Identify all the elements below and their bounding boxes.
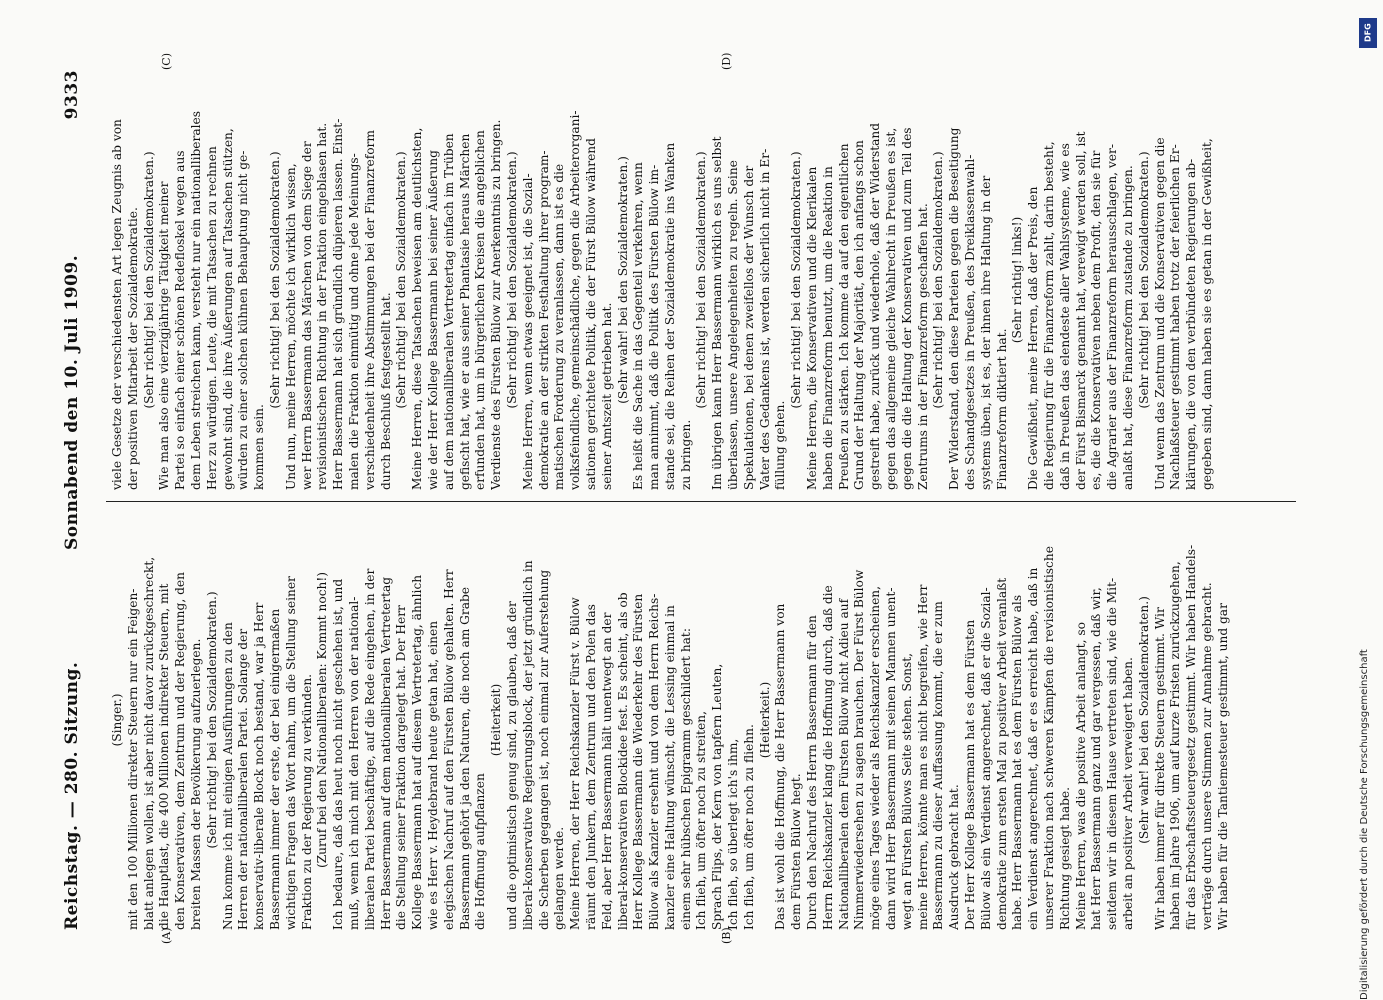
left-text-column xyxy=(110,510,1310,930)
text-line: anlaßt hat, diese Finanzreform zustande zu bringen. xyxy=(1121,165,1135,490)
text-line: kommen sein. xyxy=(252,404,267,490)
header-session: Reichstag. — 280. Sitzung. xyxy=(62,661,82,930)
text-line: man annimmt, daß die Politik des Fürsten Bülow im- xyxy=(647,164,662,490)
margin-mark-b: (B) xyxy=(720,927,733,944)
text-line: erfunden hat, um in bürgerlichen Kreisen die angeblichen xyxy=(473,130,488,490)
text-line: habe. Herr Bassermann hat es dem Fürsten Bülow als xyxy=(1010,594,1025,930)
text-line: (Sehr richtig! bei den Sozialdemokraten.) xyxy=(267,151,282,409)
text-line: (Zuruf bei den Nationalliberalen: Kommt noch!) xyxy=(315,571,330,869)
text-line: Zentrums in der Finanzreform geschaffen hat. xyxy=(915,203,930,490)
text-line: Grund der Haltung der Majorität, den ich anfangs schon xyxy=(852,140,867,490)
text-line: der positiven Mitarbeit der Sozialdemokratie. xyxy=(125,207,140,490)
text-line: (Sehr richtig! bei den Sozialdemokraten.) xyxy=(1136,151,1151,409)
text-line: die Regierung für die Finanzreform zahlt, darin besteht, xyxy=(1042,141,1057,490)
text-line: (Heiterkeit.) xyxy=(757,681,772,759)
text-line: dann wird Herr Bassermann mit seinen Mannen unent- xyxy=(884,587,899,930)
text-line: möge eines Tages wieder als Reichskanzler erscheinen, xyxy=(868,585,883,930)
text-line: elegischen Nachruf auf den Fürsten Bülow gehalten. Herr xyxy=(441,569,456,930)
text-line: konservativ-liberale Block noch bestand, war ja Herr xyxy=(252,602,267,930)
text-line: arbeit an positiver Arbeit verweigert haben. xyxy=(1121,657,1135,930)
text-line: Finanzreform diktiert hat. xyxy=(994,328,1009,490)
text-line: würden zu einer solchen kühnen Behauptung nicht ge- xyxy=(236,150,251,490)
text-line: liberal-konservativen Blockidee fest. Es scheint, als ob xyxy=(615,592,630,930)
text-line: Herrn Reichskanzler klang die Hoffnung durch, daß die xyxy=(820,585,835,930)
text-line: systems üben, ist es, der ihnen ihre Haltung in der xyxy=(978,175,993,490)
text-line: Nimmerwiedersehen zu sagen brauchen. Der Fürst Bülow xyxy=(852,569,867,930)
margin-mark-a: (A) xyxy=(160,927,173,944)
text-line: auf dem nationalliberalen Vertretertag einfach im Trüben xyxy=(441,133,456,490)
text-line: seiner Amtszeit getrieben hat. xyxy=(599,302,614,490)
text-line: Richtung gesiegt habe. xyxy=(1057,787,1072,930)
text-line: (Sehr richtig! bei den Sozialdemokraten.) xyxy=(204,591,219,849)
text-line: (Sehr wahr! bei den Sozialdemokraten.) xyxy=(1136,596,1151,844)
text-line: Spekulationen, bei denen zweifellos der Wunsch der xyxy=(741,165,756,490)
text-line: unserer Fraktion nach schweren Kämpfen die revisionistische xyxy=(1042,546,1057,930)
text-line: Verdienste des Fürsten Bülow zur Anerkenntnis zu bringen. xyxy=(489,119,504,490)
text-line: Meine Herren, die Konservativen und die Klerikalen xyxy=(805,166,820,490)
text-line: die Agrarier aus der Finanzreform herausschlagen, ver- xyxy=(1105,144,1120,490)
text-line: Ich flieh, um öfter noch zu streiten, xyxy=(694,711,709,930)
text-line: und die optimistisch genug sind, zu glauben, daß der xyxy=(504,601,519,930)
text-line: Herr Kollege Bassermann die Wiederkehr des Fürsten xyxy=(631,593,646,930)
text-line: Bassermann zu dieser Auffassung kommt, die er zum xyxy=(931,601,946,930)
text-line: Kollege Bassermann hat auf diesem Vertretertag, ähnlich xyxy=(410,574,425,930)
text-line: stande sei, die Reihen der Sozialdemokratie ins Wanken xyxy=(662,142,677,490)
text-line: breiten Massen der Bevölkerung aufzuerlegen. xyxy=(188,638,203,930)
text-line: gefischt hat, wie er aus seiner Phantasie heraus Märchen xyxy=(457,133,472,490)
text-line: Partei so einfach einer schönen Redefloskel wegen aus xyxy=(173,150,188,490)
text-line: (Sehr richtig! bei den Sozialdemokraten.) xyxy=(394,151,409,409)
text-line: blatt anlegen wollen, ist aber nicht davor zurückgeschreckt, xyxy=(141,556,156,930)
text-line: liberal-konservative Regierungsblock, der jetzt gründlich in xyxy=(520,560,535,930)
text-line: revisionistischen Richtung in der Fraktion eingeblasen hat. xyxy=(315,122,330,490)
text-line: Das ist wohl die Hoffnung, die Herr Bassermann von xyxy=(773,603,788,930)
text-line: (Sehr richtig! bei den Sozialdemokraten.) xyxy=(694,151,709,409)
text-line: mit den 100 Millionen direkter Steuern nur ein Feigen- xyxy=(125,588,140,930)
text-line: Herren der nationalliberalen Partei. Solange der xyxy=(236,628,251,930)
text-line: Herz zu würdigen. Leute, die mit Tatsachen zu rechnen xyxy=(204,146,219,490)
text-line: wie es Herr v. Heydebrand heute getan hat, einen xyxy=(425,620,440,930)
text-line: die Stellung seiner Fraktion dargelegt hat. Der Herr xyxy=(394,605,409,930)
text-line: Herr Bassermann hat sich gründlich düpieren lassen. Einst- xyxy=(331,118,346,490)
text-line: (Sehr wahr! bei den Sozialdemokraten.) xyxy=(615,156,630,404)
text-line: kanzler eine Haltung wünscht, die Lessing einmal in xyxy=(662,605,677,930)
text-line: Der Widerstand, den diese Parteien gegen die Beseitigung xyxy=(947,127,962,490)
text-line: Sprach Flips, der Kern von tapfern Leuten, xyxy=(710,663,725,930)
margin-mark-c: (C) xyxy=(160,53,173,70)
text-line: muß, wenn ich mich mit den Herren von der national- xyxy=(346,596,361,930)
text-line: hat Herr Bassermann ganz und gar vergessen, daß wir, xyxy=(1089,587,1104,930)
text-line: Ich bedaure, daß das heut noch nicht geschehen ist, und xyxy=(331,578,346,930)
text-line: es, die die Konservativen neben dem Profit, den sie für xyxy=(1089,150,1104,490)
text-line: Bassermann gehört ja den Naturen, die noch am Grabe xyxy=(457,587,472,930)
text-line: daß in Preußen das elendeste aller Wahlsysteme, wie es xyxy=(1057,143,1072,490)
column-divider xyxy=(106,501,1296,502)
text-line: die Scherben gegangen ist, noch einmal zur Auferstehung xyxy=(536,569,551,930)
text-line: gestreift habe, zurück und wiederhole, daß der Widerstand xyxy=(868,122,883,490)
text-line: Wir haben immer für direkte Steuern gestimmt. Wir xyxy=(1152,607,1167,930)
text-line: des Schandgesetzes in Preußen, des Dreiklassenwahl- xyxy=(963,154,978,490)
text-line: viele Gesetze der verschiedensten Art legen Zeugnis ab von xyxy=(110,119,124,490)
text-line: sationen gerichtete Politik, die der Fürst Bülow während xyxy=(583,138,598,490)
page-header xyxy=(54,70,94,930)
text-line: gelangen werde. xyxy=(552,826,567,930)
text-line: volksfeindliche, gemeinschädliche, gegen die Arbeiterorgani- xyxy=(568,110,583,490)
text-line: Meine Herren, der Herr Reichskanzler Fürst v. Bülow xyxy=(568,597,583,930)
text-line: wer Herrn Bassermann das Märchen von dem Siege der xyxy=(299,141,314,490)
text-line: Im übrigen kann Herr Bassermann wirklich es uns selbst xyxy=(710,136,725,490)
text-line: die Hauptlast, die 400 Millionen indirekter Steuern, mit xyxy=(157,583,172,930)
rotated-document-page xyxy=(40,50,1330,950)
text-line: haben die Finanzreform benutzt, um die Reaktion in xyxy=(820,166,835,490)
text-line: Bülow als Kanzler ersehnt und von dem Herrn Reichs- xyxy=(647,593,662,930)
text-line: überlassen, unsere Angelegenheiten zu regeln. Seine xyxy=(726,160,741,490)
text-line: für das Erbschaftssteuergesetz gestimmt. Wir haben Handels- xyxy=(1184,544,1199,930)
text-line: gewohnt sind, die ihre Äußerungen auf Tatsachen stützen, xyxy=(220,128,235,490)
text-line: Wie man also eine vierzigjährige Tätigkeit meiner xyxy=(157,181,172,490)
text-line: meine Herren, könnte man es nicht begreifen, wie Herr xyxy=(915,584,930,930)
text-line: (Sehr richtig! bei den Sozialdemokraten.) xyxy=(789,151,804,409)
text-line: die Hoffnung aufpflanzen xyxy=(473,773,488,930)
dfg-logo: DFG xyxy=(1359,18,1377,48)
text-line: Herr Bassermann auf dem nationalliberalen Vertretertag xyxy=(378,576,393,930)
text-line: Der Herr Kollege Bassermann hat es dem Fürsten xyxy=(963,619,978,930)
text-line: Nationalliberalen dem Fürsten Bülow nicht Adieu auf xyxy=(836,598,851,930)
text-line: verschiedenheit ihre Abstimmungen bei der Finanzreform xyxy=(362,130,377,490)
digitization-note xyxy=(1357,10,1379,1000)
text-line: Vater des Gedankens ist, werden sicherlich nicht in Er- xyxy=(757,148,772,490)
text-line: räumt den Junkern, dem Zentrum und den Polen das xyxy=(583,604,598,930)
text-line: Durch den Nachruf des Herrn Bassermann für den xyxy=(805,615,820,930)
text-line: (Sehr richtig! links!) xyxy=(1010,216,1025,344)
text-line: den Konservativen, dem Zentrum und der Regierung, den xyxy=(173,572,188,930)
text-line: ein Verdienst angerechnet, daß er es erreicht habe, daß in xyxy=(1026,567,1041,930)
text-line: Die Gewißheit, meine Herren, daß der Preis, den xyxy=(1026,186,1041,490)
digitization-text: Digitalisierung gefördert durch die Deutsche Forschungsgemeinschaft xyxy=(1359,649,1370,1000)
text-line: Wir haben für die Tantiemesteuer gestimmt, und gar xyxy=(1215,603,1230,930)
text-line: Ausdruck gebracht hat. xyxy=(947,784,962,930)
text-line: verträge durch unsere Stimmen zur Annahme gebracht. xyxy=(1199,582,1214,930)
text-line: (Heiterkeit) xyxy=(489,683,504,757)
text-line: Meine Herren, wenn etwas geeignet ist, die Sozial- xyxy=(520,173,535,490)
text-line: Meine Herren, diese Tatsachen beweisen am deutlichsten, xyxy=(410,127,425,490)
text-line: wegt an Fürsten Bülows Seite stehen. Sonst, xyxy=(899,652,914,930)
text-line: gegen die die Haltung der Konservativen und zum Teil des xyxy=(899,127,914,490)
text-line: gegen das allgemeine gleiche Wahlrecht in Preußen es ist, xyxy=(884,127,899,490)
text-line: liberalen Partei beschäftige, auf die Rede eingehen, in der xyxy=(362,568,377,930)
text-line: matischen Forderung zu veranlassen, dann ist es die xyxy=(552,163,567,490)
text-line: Ich flieh, um öfter noch zu fliehn. xyxy=(741,724,756,930)
text-line: demokratie an der strikten Festhaltung ihrer program- xyxy=(536,150,551,490)
text-line: gegeben sind, dann haben sie es getan in der Gewißheit, xyxy=(1199,138,1214,490)
text-line: wie der Herr Kollege Bassermann bei seiner Äußerung xyxy=(425,150,440,490)
text-line: Und nun, meine Herren, möchte ich wirklich wissen, xyxy=(283,163,298,490)
text-line: (Sehr richtig! bei den Sozialdemokraten.) xyxy=(931,151,946,409)
text-line: Ich flieh, so überlegt ich's ihm, xyxy=(726,738,741,930)
text-line: Meine Herren, was die positive Arbeit anlangt, so xyxy=(1073,622,1088,930)
text-line: Es heißt die Sache in das Gegenteil verkehren, wenn xyxy=(631,162,646,490)
text-line: Bülow als ein Verdienst angerechnet, daß er die Sozial- xyxy=(978,587,993,930)
text-line: füllung gehen. xyxy=(773,400,788,490)
text-line: zu bringen. xyxy=(678,419,693,490)
text-line: dem Fürsten Bülow hegt. xyxy=(789,773,804,930)
text-line: einem sehr hübschen Epigramm geschildert hat: xyxy=(678,628,693,930)
text-line: wichtigen Fragen das Wort nahm, um die Stellung seiner xyxy=(283,576,298,930)
text-line: Fraktion zu der Regierung zu verkünden. xyxy=(299,673,314,930)
text-line: der Fürst Bismarck genannt hat, verewigt werden soll, ist xyxy=(1073,131,1088,490)
text-line: haben im Jahre 1906, um auf kurze Fristen zurückzugehen, xyxy=(1168,561,1183,930)
text-line: Preußen zu stärken. Ich komme da auf den eigentlichen xyxy=(836,143,851,490)
text-line: demokratie zum ersten Mal zu positiver Arbeit veranlaßt xyxy=(994,577,1009,930)
text-line: (Sehr richtig! bei den Sozialdemokraten.) xyxy=(141,151,156,409)
header-date: Sonnabend den 10. Juli 1909. xyxy=(62,254,82,550)
text-line: malen die Fraktion einmütig und ohne jede Meinungs- xyxy=(346,153,361,490)
text-line: Nun komme ich mit einigen Ausführungen zu den xyxy=(220,622,235,930)
text-line: (Singer.) xyxy=(110,693,124,747)
text-line: Feld, aber Herr Bassermann hält unentwegt an der xyxy=(599,612,614,930)
text-line: klärungen, die von den verbündeten Regierungen ab- xyxy=(1184,158,1199,490)
text-line: Bassermann immer der erste, der bei einigermaßen xyxy=(267,608,282,930)
margin-mark-d: (D) xyxy=(720,52,733,70)
right-text-column xyxy=(110,70,1310,490)
text-line: dem Leben streichen kann, versteht nur ein nationalliberales xyxy=(188,111,203,490)
text-line: (Sehr richtig! bei den Sozialdemokraten.) xyxy=(504,151,519,409)
text-line: durch Beschluß festgestellt hat. xyxy=(378,292,393,490)
text-line: Nachlaßsteuer gestimmt haben trotz der feierlichen Er- xyxy=(1168,144,1183,490)
text-line: Und wenn das Zentrum und die Konservativen gegen die xyxy=(1152,137,1167,490)
header-page-number: 9333 xyxy=(62,70,82,120)
text-line: seitdem wir in diesem Hause vertreten sind, wie die Mit- xyxy=(1105,577,1120,930)
